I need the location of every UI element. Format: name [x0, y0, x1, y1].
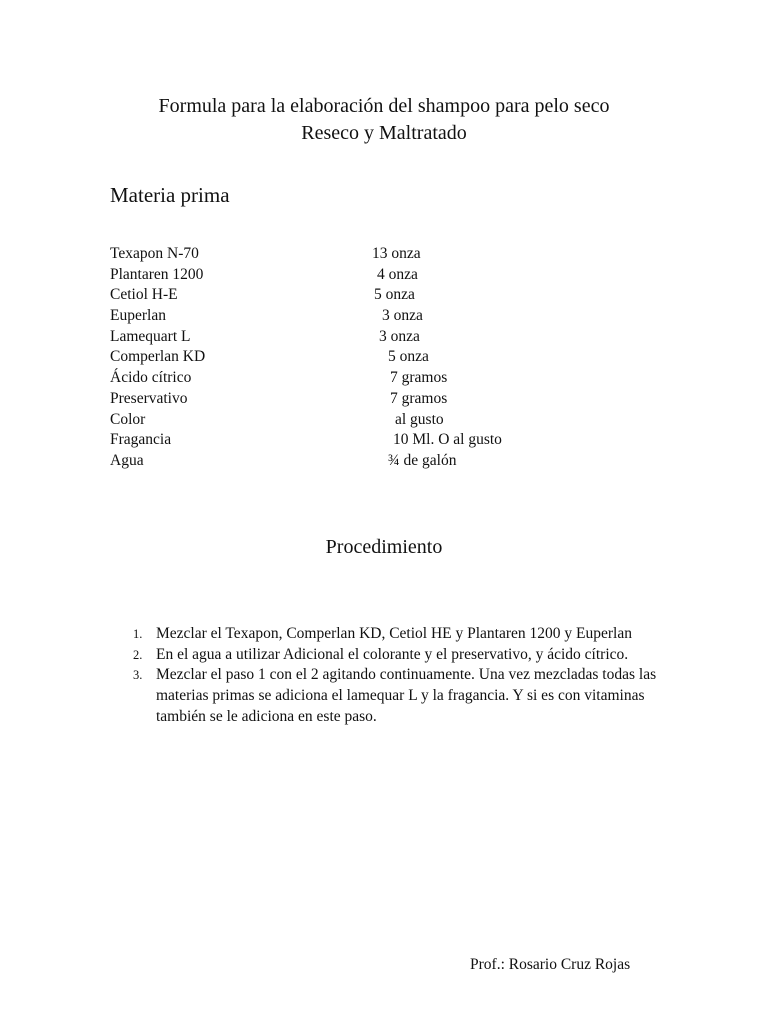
ingredient-row	[110, 430, 670, 451]
document-title-line-2: Reseco y Maltratado	[301, 122, 467, 144]
ingredient-quantity: 7 gramos	[390, 369, 448, 387]
ingredient-list	[110, 244, 670, 472]
ingredient-quantity: 10 Ml. O al gusto	[393, 431, 502, 449]
procedure-step	[130, 624, 670, 645]
ingredient-name: Euperlan	[110, 307, 166, 325]
ingredient-row	[110, 410, 670, 431]
ingredient-row	[110, 244, 670, 265]
ingredient-row	[110, 327, 670, 348]
ingredient-name: Plantaren 1200	[110, 265, 204, 283]
step-number: 3.	[133, 668, 143, 683]
procedure-steps	[130, 624, 670, 728]
ingredient-name: Agua	[110, 451, 144, 469]
ingredient-row	[110, 347, 670, 368]
ingredient-name: Texapon N-70	[110, 245, 199, 262]
step-text: En el agua a utilizar Adicional el colorante y el preservativo, y ácido cítrico.	[156, 645, 629, 663]
ingredient-quantity: 5 onza	[388, 348, 429, 366]
step-text: Mezclar el Texapon, Comperlan KD, Cetiol HE y Plantaren 1200 y Euperlan	[156, 625, 632, 642]
ingredient-quantity: 7 gramos	[390, 389, 448, 407]
document-title-line-1: Formula para la elaboración del shampoo para pelo seco	[158, 95, 610, 117]
ingredient-quantity: al gusto	[395, 410, 444, 428]
ingredient-quantity: 4 onza	[377, 265, 418, 283]
step-text: Mezclar el paso 1 con el 2 agitando continuamente. Una vez mezcladas todas las materias primas se adiciona el lamequar L y la fragancia. Y si es con vitaminas también se le adiciona en este paso.	[156, 666, 657, 725]
author-signature-line: Prof.: Rosario Cruz Rojas	[470, 956, 631, 973]
ingredient-quantity: 3 onza	[379, 327, 420, 345]
ingredient-row	[110, 451, 670, 472]
ingredient-quantity: 13 onza	[372, 245, 421, 262]
ingredient-name: Comperlan KD	[110, 348, 206, 366]
ingredient-row	[110, 389, 670, 410]
step-number: 2.	[133, 647, 143, 662]
ingredient-row	[110, 285, 670, 306]
ingredient-name: Cetiol H-E	[110, 286, 178, 304]
ingredient-name: Preservativo	[110, 389, 188, 407]
procedure-step	[130, 665, 670, 727]
ingredient-row	[110, 306, 670, 327]
materials-heading: Materia prima	[110, 183, 230, 207]
procedure-heading: Procedimiento	[325, 536, 443, 558]
ingredient-name: Color	[110, 410, 146, 428]
ingredient-quantity: 3 onza	[382, 307, 423, 325]
step-number: 1.	[133, 627, 143, 641]
procedure-step	[130, 645, 670, 666]
ingredient-name: Lamequart L	[110, 327, 191, 345]
ingredient-row	[110, 368, 670, 389]
ingredient-name: Fragancia	[110, 431, 172, 449]
ingredient-name: Ácido cítrico	[110, 369, 192, 387]
ingredient-quantity: 5 onza	[374, 286, 415, 304]
ingredient-row	[110, 265, 670, 286]
ingredient-quantity: ¾ de galón	[388, 451, 457, 469]
